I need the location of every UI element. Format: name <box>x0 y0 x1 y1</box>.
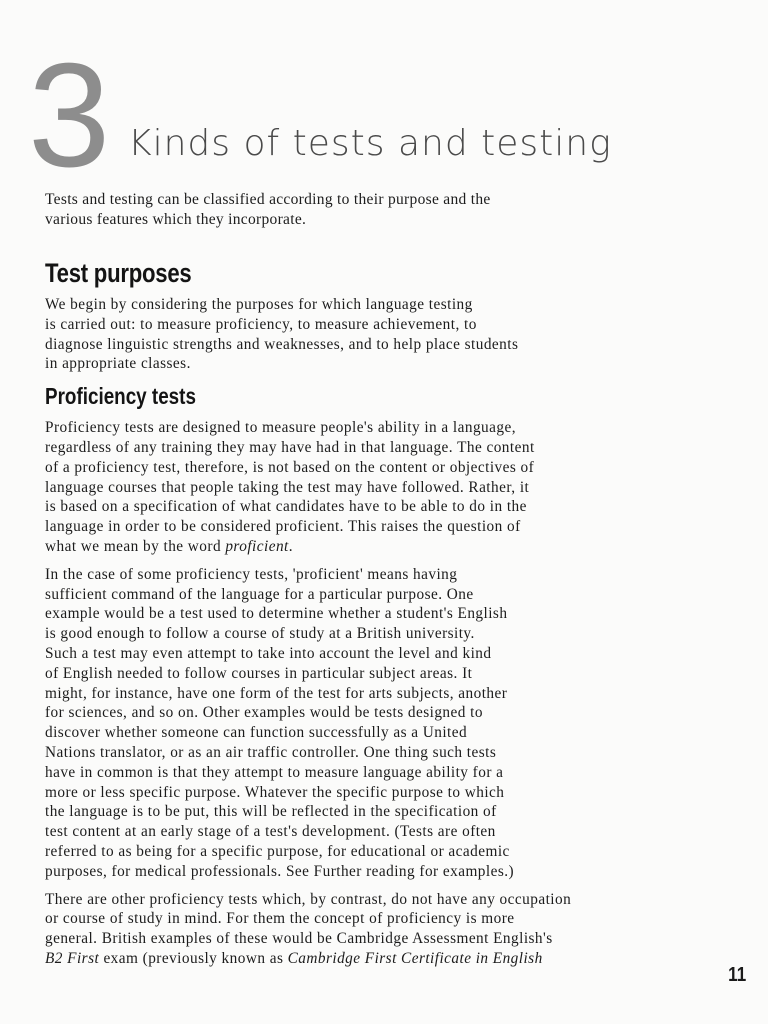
chapter-number: 3 <box>28 33 109 198</box>
text-line: Proficiency tests are designed to measure people's ability in a language, <box>45 419 516 437</box>
text-line: exam (previously known as <box>99 949 288 967</box>
text-line: is good enough to follow a course of study at a British university. <box>45 625 475 643</box>
proficiency-paragraph-2 <box>45 565 695 882</box>
text-line: is carried out: to measure proficiency, to measure achievement, to <box>45 315 477 333</box>
text-line: what we mean by the word <box>45 537 226 555</box>
text-line: language in order to be considered proficient. This raises the question of <box>45 518 521 536</box>
text-line: of a proficiency test, therefore, is not based on the content or objectives of <box>45 458 535 476</box>
text-line: or course of study in mind. For them the concept of proficiency is more <box>45 910 515 928</box>
text-line: have in common is that they attempt to measure language ability for a <box>45 763 504 781</box>
text-line: for sciences, and so on. Other examples would be tests designed to <box>45 704 483 722</box>
text-line: Tests and testing can be classified according to their purpose and the <box>45 191 491 208</box>
text-line: diagnose linguistic strengths and weaknesses, and to help place students <box>45 335 519 353</box>
text-line: more or less specific purpose. Whatever the specific purpose to which <box>45 783 505 801</box>
italic-term: proficient <box>225 537 289 555</box>
section-heading-test-purposes: Test purposes <box>45 258 192 288</box>
text-line: . <box>288 537 294 555</box>
chapter-header <box>28 33 728 198</box>
intro-paragraph <box>45 190 695 229</box>
proficiency-paragraph-3 <box>45 890 695 969</box>
page-number: 11 <box>728 964 746 986</box>
text-line: is based on a specification of what candidates have to be able to do in the <box>45 498 527 516</box>
text-line: language courses that people taking the test may have followed. Rather, it <box>45 478 530 496</box>
text-line: In the case of some proficiency tests, 'proficient' means having <box>45 565 458 583</box>
text-line: purposes, for medical professionals. See Further reading for examples.) <box>45 862 515 880</box>
text-line: in appropriate classes. <box>45 355 191 373</box>
page-content <box>45 190 695 977</box>
text-line: general. British examples of these would be Cambridge Assessment English's <box>45 930 553 948</box>
proficiency-paragraph-1 <box>45 418 695 557</box>
text-line: sufficient command of the language for a particular purpose. One <box>45 585 474 603</box>
italic-term: Cambridge First Certificate in English <box>287 949 543 967</box>
italic-term: B2 First <box>45 949 100 967</box>
text-line: test content at an early stage of a test's development. (Tests are often <box>45 823 496 841</box>
text-line: Such a test may even attempt to take into account the level and kind <box>45 644 492 662</box>
text-line: regardless of any training they may have had in that language. The content <box>45 438 535 456</box>
text-line: We begin by considering the purposes for which language testing <box>45 296 473 313</box>
text-line: There are other proficiency tests which, by contrast, do not have any occupation <box>45 890 572 908</box>
text-line: discover whether someone can function successfully as a United <box>45 724 468 742</box>
subsection-heading-proficiency-tests: Proficiency tests <box>45 383 196 410</box>
text-line: example would be a test used to determine whether a student's English <box>45 605 508 623</box>
text-line: various features which they incorporate. <box>45 210 307 228</box>
text-line: the language is to be put, this will be reflected in the specification of <box>45 803 497 821</box>
test-purposes-paragraph <box>45 295 695 374</box>
text-line: Nations translator, or as an air traffic controller. One thing such tests <box>45 743 497 761</box>
text-line: of English needed to follow courses in particular subject areas. It <box>45 664 473 682</box>
chapter-title: Kinds of tests and testing <box>128 123 612 164</box>
text-line: referred to as being for a specific purpose, for educational or academic <box>45 842 510 860</box>
text-line: might, for instance, have one form of the test for arts subjects, another <box>45 684 508 702</box>
